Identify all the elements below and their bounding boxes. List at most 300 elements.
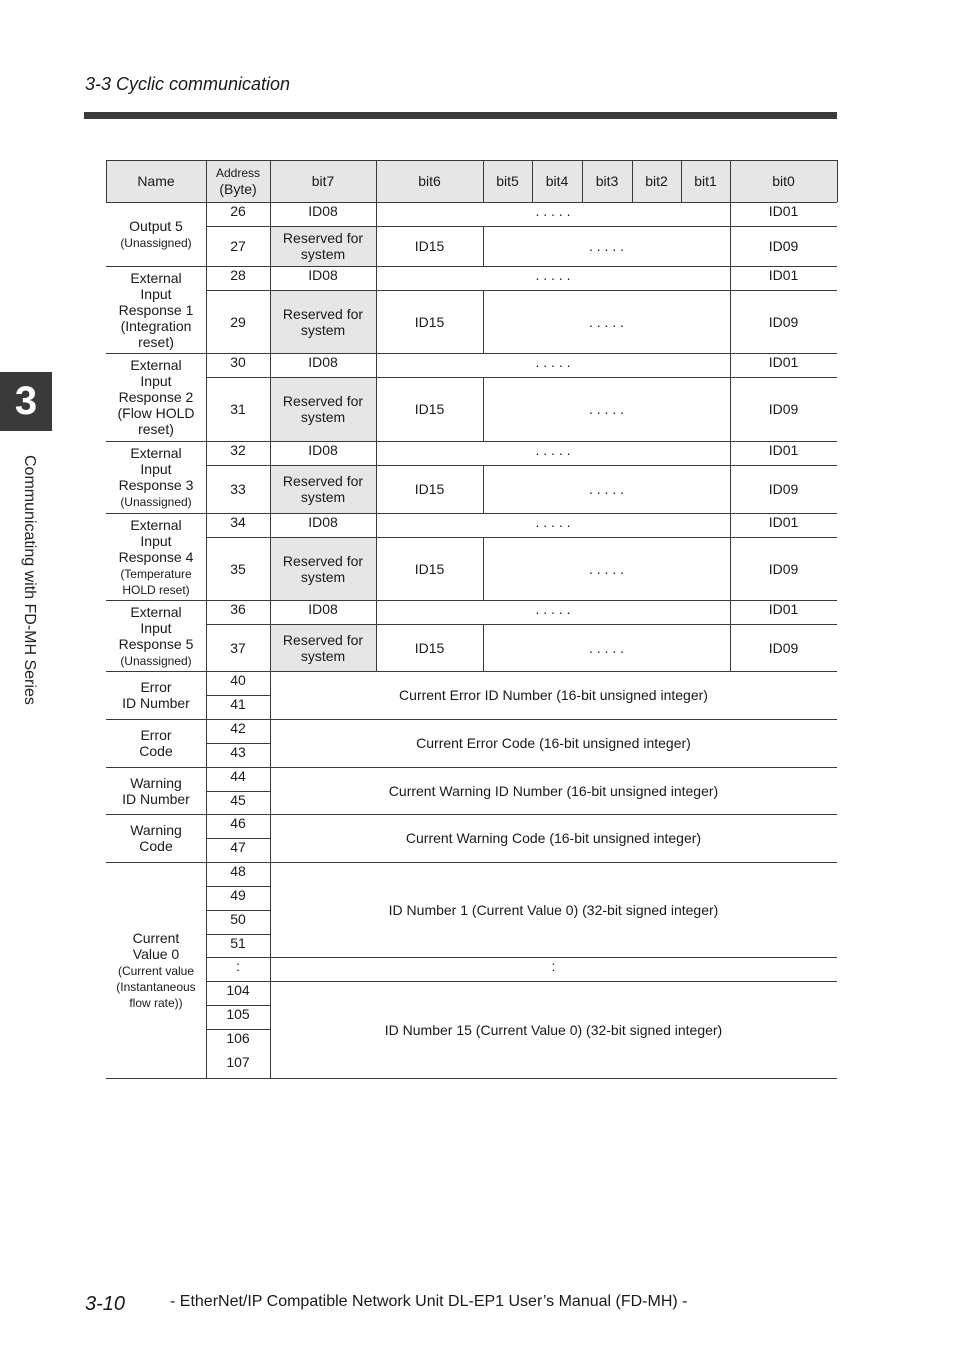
table-rule: [106, 767, 837, 768]
bit7-cell: [270, 266, 376, 290]
header-name-label: Name: [137, 173, 175, 189]
group-name-note: flow rate)): [129, 996, 183, 1010]
table-rule: [206, 290, 837, 291]
address-value: 33: [230, 481, 246, 497]
cell-text-stack: [283, 306, 363, 338]
bit-id-value: ID08: [308, 514, 338, 530]
table-rule: [106, 862, 837, 863]
group-name-line: Response 2: [118, 389, 194, 405]
table-rule: [206, 743, 270, 744]
address-cell: [206, 377, 270, 441]
bit0-cell: [730, 202, 837, 226]
group-name-4: [106, 441, 206, 513]
table-rule: [206, 226, 837, 227]
cell-text-stack: [116, 930, 195, 1010]
address-value: 44: [230, 768, 246, 784]
word-description: [270, 719, 837, 767]
bit-range-ellipsis: [376, 513, 730, 537]
bit-id-value: ID01: [768, 442, 799, 458]
group-name-line: Current: [132, 930, 180, 946]
address-cell: [206, 226, 270, 266]
group-name-line: External: [130, 516, 182, 533]
address-cell: [206, 537, 270, 600]
ellipsis-text: . . . . .: [588, 560, 624, 577]
bit0-cell: [730, 513, 837, 537]
bit-id-value: ID09: [768, 481, 799, 497]
table-rule: [106, 1078, 837, 1079]
reserved-text: Reserved for: [282, 631, 364, 648]
cell-text-stack: [139, 727, 172, 759]
chapter-number-tab: 3: [0, 372, 52, 431]
address-value: 105: [226, 1006, 250, 1022]
reserved-text: Reserved for: [282, 393, 364, 409]
bit-id-value: ID08: [308, 442, 338, 458]
ellipsis-text: . . . . .: [535, 267, 571, 283]
address-cell: [206, 910, 270, 934]
bit-id-value: ID15: [414, 238, 445, 254]
group-name-note: (Unassigned): [120, 495, 192, 509]
cell-text-stack: [283, 473, 363, 505]
table-rule: [483, 160, 484, 202]
bit-id-value: ID15: [414, 560, 445, 577]
bit0-cell: [730, 290, 837, 353]
group-name-line: reset): [138, 421, 174, 437]
header-bit2: [632, 160, 681, 202]
address-value: 41: [230, 696, 246, 712]
address-value: 31: [230, 401, 246, 417]
cell-text-stack: [117, 357, 194, 437]
group-name-line: Input: [140, 619, 172, 636]
bit6-cell: [376, 226, 483, 266]
bit-range-ellipsis: [376, 353, 730, 377]
table-rule: [206, 465, 837, 466]
ellipsis-text: . . . . .: [588, 238, 624, 254]
bit-id-value: ID01: [768, 354, 799, 370]
bit6-cell: [376, 465, 483, 513]
table-rule: [483, 226, 484, 266]
bit0-cell: [730, 600, 837, 624]
table-rule: [206, 624, 837, 625]
bit0-cell: [730, 266, 837, 290]
address-cell: [206, 981, 270, 1005]
cyclic-data-table: [106, 160, 837, 1078]
address-cell: [206, 465, 270, 513]
bit-range-ellipsis: [376, 600, 730, 624]
table-rule: [206, 695, 270, 696]
table-rule: [206, 1029, 270, 1030]
table-rule: [106, 600, 837, 601]
bit-range-ellipsis: [483, 290, 730, 353]
address-ellipsis: [206, 957, 270, 981]
header-bit-label: bit6: [418, 173, 441, 189]
table-rule: [376, 290, 377, 353]
bit-id-value: ID09: [768, 560, 799, 577]
address-cell: [206, 513, 270, 537]
header-bit3: [582, 160, 632, 202]
ellipsis-text: . . . . .: [535, 203, 571, 219]
table-rule: [206, 910, 270, 911]
group-name-note: (Instantaneous: [116, 980, 196, 994]
address-cell: [206, 767, 270, 791]
table-rule: [106, 266, 837, 267]
group-name-5: [106, 513, 206, 600]
bit0-cell: [730, 465, 837, 513]
table-rule: [730, 513, 731, 600]
group-name-line: Output 5: [129, 218, 183, 234]
table-rule: [730, 266, 731, 353]
group-name-note: (Unassigned): [120, 236, 192, 250]
table-rule: [483, 290, 484, 353]
group-name-note: (Current value: [117, 964, 194, 978]
group-name-line: Warning: [130, 822, 182, 838]
table-rule: [206, 886, 270, 887]
group-name-line: Response 5: [118, 635, 194, 652]
table-rule: [270, 202, 271, 1078]
group-name-line: External: [130, 445, 182, 461]
bit-range-ellipsis: [483, 226, 730, 266]
bit0-cell: [730, 353, 837, 377]
table-rule: [532, 160, 533, 202]
table-rule: [106, 160, 107, 202]
ellipsis-text: . . . . .: [535, 442, 571, 458]
cell-text-stack: [120, 218, 191, 250]
address-value: 28: [230, 267, 246, 283]
reserved-cell: [270, 624, 376, 671]
table-rule: [730, 441, 731, 513]
header-address-line: Address: [215, 166, 261, 180]
table-rule: [376, 513, 377, 537]
header-address: [206, 160, 270, 202]
header-bit-label: bit3: [595, 173, 619, 189]
bit-id-value: ID15: [414, 481, 445, 497]
bit6-cell: [376, 377, 483, 441]
group-name-line: reset): [138, 333, 174, 350]
address-cell: [206, 671, 270, 695]
address-value: 48: [230, 863, 246, 879]
header-name: [106, 160, 206, 202]
bit7-cell: [270, 600, 376, 624]
header-rule: [84, 112, 837, 119]
header-bit-label: bit0: [772, 173, 795, 189]
bit-id-value: ID01: [768, 601, 799, 617]
bit-id-value: ID01: [768, 514, 799, 530]
address-value: 106: [226, 1030, 250, 1046]
address-cell: [206, 1053, 270, 1078]
bit0-cell: [730, 624, 837, 671]
table-rule: [206, 838, 270, 839]
table-rule: [106, 353, 837, 354]
address-cell: [206, 838, 270, 862]
bit7-cell: [270, 353, 376, 377]
table-rule: [632, 160, 633, 202]
cell-text-stack: [216, 164, 260, 198]
address-value: 51: [230, 935, 246, 951]
page-number: 3-10: [85, 1293, 126, 1315]
table-rule: [376, 441, 377, 465]
description-text: Current Error ID Number (16-bit unsigned integer): [399, 687, 708, 703]
description-text: Current Error Code (16-bit unsigned integer): [416, 735, 691, 751]
cell-text-stack: [283, 393, 363, 425]
group-name-note: (Unassigned): [120, 653, 192, 668]
address-cell: [206, 695, 270, 719]
address-cell: [206, 862, 270, 886]
address-value: 30: [230, 354, 246, 370]
header-bit-label: bit7: [311, 173, 335, 189]
reserved-cell: [270, 377, 376, 441]
table-rule: [376, 226, 377, 266]
address-value: :: [236, 958, 240, 974]
ellipsis-text: . . . . .: [535, 514, 571, 530]
table-rule: [483, 624, 484, 671]
group-name-line: Code: [139, 743, 173, 759]
group-name-3: [106, 353, 206, 441]
bit-id-value: ID09: [768, 639, 799, 656]
table-rule: [106, 814, 837, 815]
cell-text-stack: [283, 632, 363, 664]
address-value: 45: [230, 792, 246, 808]
bit-range-ellipsis: [483, 465, 730, 513]
address-cell: [206, 1005, 270, 1029]
group-name-line: ID Number: [122, 790, 190, 807]
address-cell: [206, 934, 270, 957]
ellipsis-text: . . . . .: [535, 601, 571, 617]
table-rule: [483, 377, 484, 441]
bit-id-value: ID09: [768, 401, 799, 417]
bit-id-value: ID01: [768, 203, 799, 219]
address-value: 107: [226, 1054, 250, 1070]
group-name-line: (Integration: [120, 317, 192, 334]
address-cell: [206, 202, 270, 226]
table-rule: [106, 441, 837, 442]
address-cell: [206, 600, 270, 624]
bit7-cell: [270, 441, 376, 465]
group-name-line: Input: [140, 373, 172, 389]
header-bit5: [483, 160, 532, 202]
bit-id-value: ID15: [414, 639, 445, 656]
cell-text-stack: [119, 604, 194, 668]
reserved-cell: [270, 537, 376, 600]
header-bit6: [376, 160, 483, 202]
group-name-line: Warning: [130, 774, 182, 791]
group-name-note: (Temperature: [120, 566, 192, 581]
table-rule: [730, 600, 731, 671]
group-name-line: External: [130, 357, 182, 373]
description-text: ID Number 15 (Current Value 0) (32-bit signed integer): [384, 1021, 723, 1038]
address-value: 37: [230, 639, 246, 656]
table-rule: [483, 537, 484, 600]
bit-id-value: ID08: [308, 601, 338, 617]
address-value: 46: [230, 815, 246, 831]
cell-text-stack: [119, 445, 194, 509]
bit-id-value: ID09: [768, 313, 799, 330]
footer-manual-title: - EtherNet/IP Compatible Network Unit DL-EP1 User’s Manual (FD-MH) -: [170, 1293, 688, 1310]
word-description: [270, 671, 837, 719]
ellipsis-text: . . . . .: [588, 401, 624, 417]
group-name-line: Input: [140, 532, 172, 549]
reserved-text: system: [300, 489, 346, 505]
address-value: 40: [230, 672, 246, 688]
address-value: 43: [230, 744, 246, 760]
address-value: 26: [230, 203, 246, 219]
cell-text-stack: [283, 230, 363, 262]
table-rule: [730, 160, 731, 202]
description-text: :: [551, 958, 556, 974]
group-name-line: ID Number: [122, 695, 190, 711]
address-value: 36: [230, 601, 246, 617]
address-value: 49: [230, 887, 246, 903]
address-value: 32: [230, 442, 246, 458]
current-value-last-description: [270, 981, 837, 1078]
header-bit7: [270, 160, 376, 202]
word-description: [270, 814, 837, 862]
current-value-name: [106, 862, 206, 1078]
address-cell: [206, 719, 270, 743]
table-rule: [206, 791, 270, 792]
reserved-text: system: [300, 246, 346, 262]
bit-range-ellipsis: [483, 537, 730, 600]
table-rule: [376, 353, 377, 377]
table-rule: [106, 160, 837, 161]
bit-id-value: ID08: [308, 267, 338, 283]
header-bit0: [730, 160, 837, 202]
address-value: 34: [230, 514, 246, 530]
bit-range-ellipsis: [376, 202, 730, 226]
bit-id-value: ID01: [768, 267, 799, 283]
table-rule: [106, 671, 837, 672]
address-cell: [206, 353, 270, 377]
address-cell: [206, 743, 270, 767]
description-text: Current Warning Code (16-bit unsigned integer): [405, 830, 702, 846]
address-value: 47: [230, 839, 246, 855]
description-ellipsis: [270, 957, 837, 981]
section-title: 3-3 Cyclic communication: [85, 74, 291, 94]
bit-range-ellipsis: [483, 624, 730, 671]
table-rule: [206, 202, 207, 1078]
reserved-text: Reserved for: [282, 230, 364, 246]
bit0-cell: [730, 441, 837, 465]
group-name-6: [106, 600, 206, 671]
table-rule: [206, 957, 837, 958]
table-rule: [376, 600, 377, 624]
group-name-line: External: [130, 603, 182, 620]
group-name-1: [106, 202, 206, 266]
description-text: Current Warning ID Number (16-bit unsigned integer): [388, 782, 719, 799]
bit-id-value: ID15: [414, 313, 445, 330]
bit7-cell: [270, 513, 376, 537]
bit0-cell: [730, 537, 837, 600]
address-cell: [206, 1029, 270, 1053]
header-bit1: [681, 160, 730, 202]
description-text: ID Number 1 (Current Value 0) (32-bit signed integer): [388, 901, 719, 918]
ellipsis-text: . . . . .: [588, 639, 624, 656]
group-name-line: (Flow HOLD: [117, 405, 195, 421]
address-cell: [206, 441, 270, 465]
table-rule: [106, 719, 837, 720]
address-value: 42: [230, 720, 246, 736]
address-cell: [206, 814, 270, 838]
address-value: 50: [230, 911, 246, 927]
table-rule: [206, 981, 837, 982]
reserved-text: system: [300, 321, 346, 338]
table-rule: [681, 160, 682, 202]
group-name-line: Error: [140, 727, 172, 743]
group-name-line: Value 0: [132, 946, 180, 962]
table-rule: [206, 1005, 270, 1006]
table-rule: [376, 160, 377, 202]
word-description: [270, 767, 837, 814]
cell-text-stack: [283, 553, 363, 585]
group-name-line: Response 4: [118, 548, 194, 565]
group-name-2: [106, 266, 206, 353]
ellipsis-text: . . . . .: [535, 354, 571, 370]
ellipsis-text: . . . . .: [588, 481, 624, 497]
cell-text-stack: [119, 270, 194, 350]
cell-text-stack: [122, 775, 190, 807]
address-cell: [206, 886, 270, 910]
cell-text-stack: [122, 679, 190, 711]
table-rule: [206, 160, 207, 202]
reserved-cell: [270, 465, 376, 513]
bit-range-ellipsis: [483, 377, 730, 441]
table-rule: [376, 465, 377, 513]
table-rule: [270, 160, 271, 202]
table-rule: [376, 202, 377, 226]
address-value: 35: [230, 560, 246, 577]
reserved-text: Reserved for: [282, 552, 364, 569]
header-bit4: [532, 160, 582, 202]
bit7-cell: [270, 202, 376, 226]
bit-id-value: ID08: [308, 354, 338, 370]
table-rule: [376, 266, 377, 290]
address-value: 27: [230, 238, 246, 254]
table-rule: [730, 353, 731, 441]
reserved-text: Reserved for: [282, 305, 364, 322]
group-name-line: Error: [140, 679, 172, 695]
cell-text-stack: [119, 517, 194, 597]
word-group-name: [106, 671, 206, 719]
address-cell: [206, 266, 270, 290]
group-name-line: Response 3: [118, 477, 194, 493]
header-bit-label: bit5: [496, 173, 519, 189]
bit6-cell: [376, 624, 483, 671]
group-name-line: Code: [139, 838, 173, 854]
table-rule: [376, 537, 377, 600]
table-rule: [106, 202, 837, 203]
bit-id-value: ID09: [768, 238, 799, 254]
reserved-text: system: [300, 409, 346, 425]
group-name-line: Input: [140, 285, 172, 302]
bit6-cell: [376, 290, 483, 353]
ellipsis-text: . . . . .: [588, 313, 624, 330]
table-rule: [106, 513, 837, 514]
address-value: 29: [230, 313, 246, 330]
address-cell: [206, 791, 270, 814]
word-group-name: [106, 719, 206, 767]
table-rule: [837, 160, 838, 202]
group-name-line: Input: [140, 461, 172, 477]
address-cell: [206, 290, 270, 353]
reserved-cell: [270, 290, 376, 353]
bit0-cell: [730, 226, 837, 266]
bit6-cell: [376, 537, 483, 600]
bit-range-ellipsis: [376, 441, 730, 465]
table-rule: [206, 537, 837, 538]
address-cell: [206, 624, 270, 671]
table-rule: [206, 934, 270, 935]
header-address-line: (Byte): [219, 181, 257, 197]
reserved-text: Reserved for: [282, 473, 364, 489]
table-rule: [730, 202, 731, 266]
